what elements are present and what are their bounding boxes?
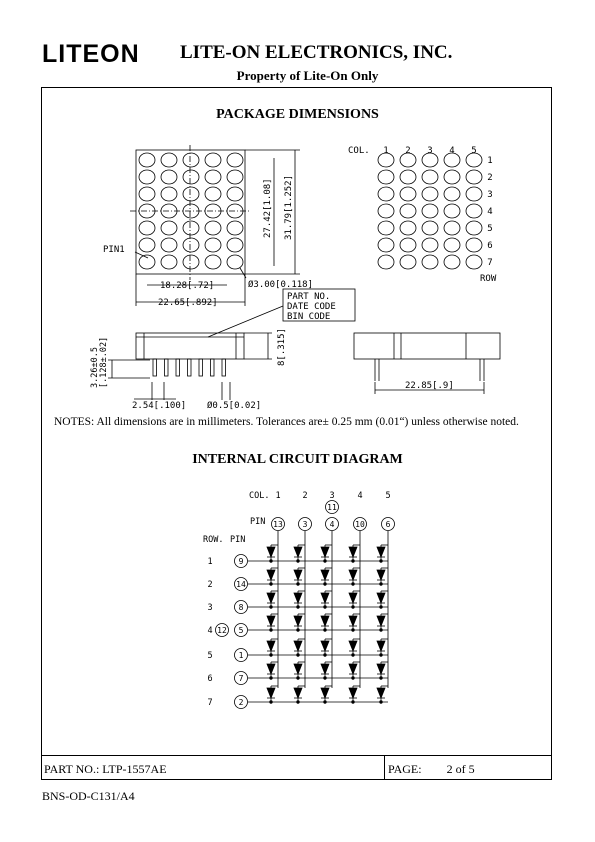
junction: [352, 701, 355, 704]
led-diode: [294, 641, 302, 651]
row-pin-number: 1: [238, 651, 244, 660]
row-pin-number: 9: [238, 557, 244, 566]
package-dimensions-title: PACKAGE DIMENSIONS: [216, 107, 379, 122]
junction: [297, 701, 300, 704]
dim-pin-length: 3.26±0.5: [90, 347, 100, 388]
row-pin-number: 14: [236, 580, 246, 589]
led-diode: [321, 641, 329, 651]
col-pin-number: 13: [273, 520, 283, 529]
dim-width-inner: 18.28[.72]: [160, 281, 215, 291]
junction: [324, 629, 327, 632]
circuit-row-number: 5: [207, 651, 213, 661]
junction: [380, 583, 383, 586]
led-diode: [294, 664, 302, 674]
row-number: 2: [487, 173, 493, 183]
led-diode: [349, 570, 357, 580]
circuit-row-number: 3: [207, 603, 213, 613]
circuit-row-number: 4: [207, 626, 213, 636]
junction: [324, 701, 327, 704]
row-pin-number: 8: [238, 603, 244, 612]
junction: [352, 677, 355, 680]
circuit-row-number: 2: [207, 580, 213, 590]
junction: [352, 583, 355, 586]
row-number: 7: [487, 258, 493, 268]
led-diode: [321, 664, 329, 674]
col-pin-number: 10: [355, 520, 365, 529]
junction: [324, 583, 327, 586]
col-number: 2: [405, 146, 411, 156]
junction: [270, 560, 273, 563]
led-diode: [267, 688, 275, 698]
led-diode: [349, 641, 357, 651]
liteon-logo: LITEON: [42, 40, 140, 68]
row-pin-number: 5: [238, 626, 244, 635]
circuit-row-number: 1: [207, 557, 213, 567]
junction: [324, 606, 327, 609]
led-diode: [321, 616, 329, 626]
col-pin-number: 3: [302, 520, 308, 529]
junction: [380, 606, 383, 609]
junction: [380, 701, 383, 704]
led-diode: [377, 616, 385, 626]
junction: [270, 654, 273, 657]
circuit-col-number: 2: [302, 491, 308, 501]
col-number: 4: [449, 146, 455, 156]
circuit-row-label: ROW.: [203, 535, 224, 545]
dim-pin-diameter: Ø0.5[0.02]: [207, 401, 262, 411]
junction: [352, 606, 355, 609]
junction: [297, 583, 300, 586]
circuit-col-number: 1: [275, 491, 281, 501]
footer-separator: [41, 755, 552, 756]
led-diode: [294, 570, 302, 580]
led-diode: [267, 570, 275, 580]
col3-extra-pin-number: 11: [327, 503, 337, 512]
dim-height-outer: 31.79[1.252]: [284, 174, 294, 240]
junction: [270, 583, 273, 586]
dim-side-width: 22.85[.9]: [405, 381, 454, 391]
row-number: 4: [487, 207, 493, 217]
junction: [352, 560, 355, 563]
page-label: PAGE:: [388, 762, 422, 776]
circuit-row-number: 6: [207, 674, 213, 684]
row-number: 1: [487, 156, 493, 166]
circuit-col-number: 4: [357, 491, 363, 501]
led-diode: [294, 688, 302, 698]
footer-divider: [384, 755, 385, 780]
dim-height-inner: 27.42[1.08]: [263, 178, 273, 238]
junction: [270, 677, 273, 680]
led-diode: [349, 616, 357, 626]
led-diode: [321, 570, 329, 580]
led-diode: [377, 664, 385, 674]
circuit-row-number: 7: [207, 698, 213, 708]
led-diode: [267, 593, 275, 603]
dim-pitch: 2.54[.100]: [132, 401, 187, 411]
led-diode: [321, 593, 329, 603]
row-number: 5: [487, 224, 493, 234]
led-diode: [377, 593, 385, 603]
row-pin-number: 7: [238, 674, 244, 683]
part-number: PART NO.: LTP-1557AE: [44, 762, 167, 776]
col-pin-number: 4: [329, 520, 335, 529]
dim-pin-length-in: [.128±.02]: [99, 336, 109, 388]
junction: [297, 629, 300, 632]
led-diode: [267, 547, 275, 557]
row-pin-number: 2: [238, 698, 244, 707]
led-diode: [294, 616, 302, 626]
row-label: ROW: [480, 274, 497, 284]
dim-depth: 8[.315]: [277, 328, 287, 366]
led-diode: [349, 688, 357, 698]
col-pin-number: 6: [385, 520, 391, 529]
circuit-pin-label: PIN: [250, 517, 266, 527]
marking-part-no: PART NO.: [287, 292, 331, 302]
junction: [297, 654, 300, 657]
circuit-title: INTERNAL CIRCUIT DIAGRAM: [192, 452, 403, 467]
circuit-col-number: 5: [385, 491, 391, 501]
junction: [324, 654, 327, 657]
col-number: 1: [383, 146, 389, 156]
pin1-label: PIN1: [103, 245, 125, 255]
document-id: BNS-OD-C131/A4: [42, 789, 135, 803]
junction: [352, 654, 355, 657]
junction: [270, 629, 273, 632]
page-indicator: [388, 762, 475, 777]
led-diode: [321, 688, 329, 698]
junction: [270, 701, 273, 704]
junction: [297, 677, 300, 680]
led-diode: [377, 688, 385, 698]
junction: [380, 677, 383, 680]
circuit-row-pin-label: PIN: [230, 535, 246, 545]
row-number: 3: [487, 190, 493, 200]
junction: [380, 629, 383, 632]
led-diode: [267, 616, 275, 626]
junction: [352, 629, 355, 632]
led-diode: [377, 547, 385, 557]
junction: [297, 560, 300, 563]
circuit-col-label: COL.: [249, 491, 270, 501]
led-diode: [267, 664, 275, 674]
page-value: 2 of 5: [446, 762, 475, 776]
row4-extra-pin-number: 12: [217, 626, 227, 635]
junction: [380, 560, 383, 563]
marking-bin-code: BIN CODE: [287, 312, 331, 322]
junction: [324, 677, 327, 680]
led-diode: [377, 570, 385, 580]
led-diode: [267, 641, 275, 651]
junction: [297, 606, 300, 609]
led-diode: [349, 593, 357, 603]
led-diode: [321, 547, 329, 557]
junction: [270, 606, 273, 609]
col-number: 3: [427, 146, 433, 156]
property-notice: Property of Lite-On Only: [236, 68, 379, 83]
company-name: LITE-ON ELECTRONICS, INC.: [180, 42, 453, 63]
junction: [324, 560, 327, 563]
dim-width-outer: 22.65[.892]: [158, 298, 218, 308]
marking-date-code: DATE CODE: [287, 302, 336, 312]
dim-dot-diameter: Ø3.00[0.118]: [248, 280, 314, 290]
junction: [380, 654, 383, 657]
col-number: 5: [471, 146, 477, 156]
led-diode: [377, 641, 385, 651]
row-number: 6: [487, 241, 493, 251]
led-diode: [294, 593, 302, 603]
led-diode: [294, 547, 302, 557]
led-diode: [349, 664, 357, 674]
notes: NOTES: All dimensions are in millimeters. Tolerances are± 0.25 mm (0.01“) unless otherwise noted.: [54, 416, 519, 428]
circuit-col-number: 3: [329, 491, 335, 501]
col-label: COL.: [348, 146, 370, 156]
led-diode: [349, 547, 357, 557]
